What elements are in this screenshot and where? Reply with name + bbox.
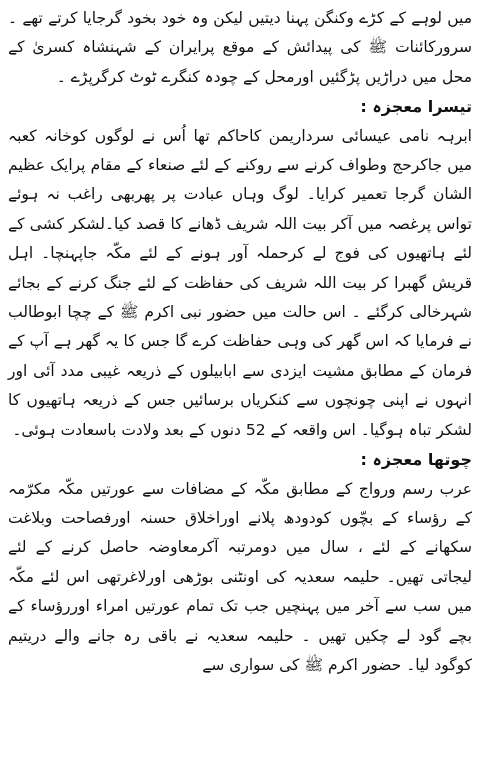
paragraph-abraha-elephants: ابرہہ نامی عیسائی سرداریمن کاحاکم تھا اُس نے لوگوں کوخانہ کعبہ میں جاکرحج وطواف کرنے سے روکنے کے لئے صنعاء کے مقام پرایک عظیم الشان گرجا تعمیر کرایا۔ لوگ وہاں عبادت پر پھربھی راغب نہ ہوئے تواس پرغصہ میں آکر بیت اللہ شریف ڈھانے کا قصد کیا۔لشکر کشی کے لئے ہاتھیوں کی فوج لے کرحملہ آور ہونے کے لئے مکّہ جاپہنچا۔ اہل قریش گھبرا کر بیت اللہ شریف کی حفاظت کے لئے جنگ کرنے کے بجائے شہرخالی کرگئے ۔ اس حالت میں حضور نبی اکرم ﷺ کے چچا ابوطالب نے فرمایا کہ اس گھر کی وہی حفاظت کرے گا جس کا یہ گھر ہے آپ کے فرمان کے مطابق مشیت ایزدی سے ابابیلوں کے ذریعہ غیبی مدد آئی اور انہوں نے اپنی چونچوں سے کنکریاں برسائیں جس کے ذریعہ ہاتھیوں کا لشکر تباہ ہوگیا۔ اس واقعہ کے 52 دنوں کے بعد ولادت باسعادت ہوئی۔ — [8, 126, 472, 439]
heading-fourth-miracle: چوتھا معجزہ : — [360, 450, 472, 470]
heading-third-miracle: تیسرا معجزہ : — [360, 97, 472, 117]
paragraph-kisra-palace: میں لوہے کے کڑے وکنگن پہنا دیتیں لیکن وہ خود بخود گرجایا کرتے تھے ۔ سرورکائنات ﷺ کی پیدائش کے موقع پرایران کے شہنشاہ کسریٰ کے محل میں دراڑیں پڑگئیں اورمحل کے چودہ کنگرے ٹوٹ کرگرپڑے ۔ — [8, 9, 472, 86]
paragraph-halima-sadia: عرب رسم ورواج کے مطابق مکّہ کے مضافات سے عورتیں مکّہ مکرّمہ کے رؤساء کے بچّوں کودودھ پلانے اوراخلاق حسنہ اورفصاحت وبلاغت سکھانے کے لئے ، سال میں دومرتبہ آکرمعاوضہ حاصل کرنے کے لئے لیجاتی تھیں۔ حلیمہ سعدیہ کی اونٹنی بوڑھی اورلاغرتھی اس لئے مکّہ میں سب سے آخر میں پہنچیں جب تک تمام عورتیں امراء اوررؤساء کے بچے گود لے چکیں تھیں ۔ حلیمہ سعدیہ نے باقی رہ جانے والے دریتیم کوگود لیا۔ حضور اکرم ﷺ کی سواری سے — [8, 479, 472, 674]
